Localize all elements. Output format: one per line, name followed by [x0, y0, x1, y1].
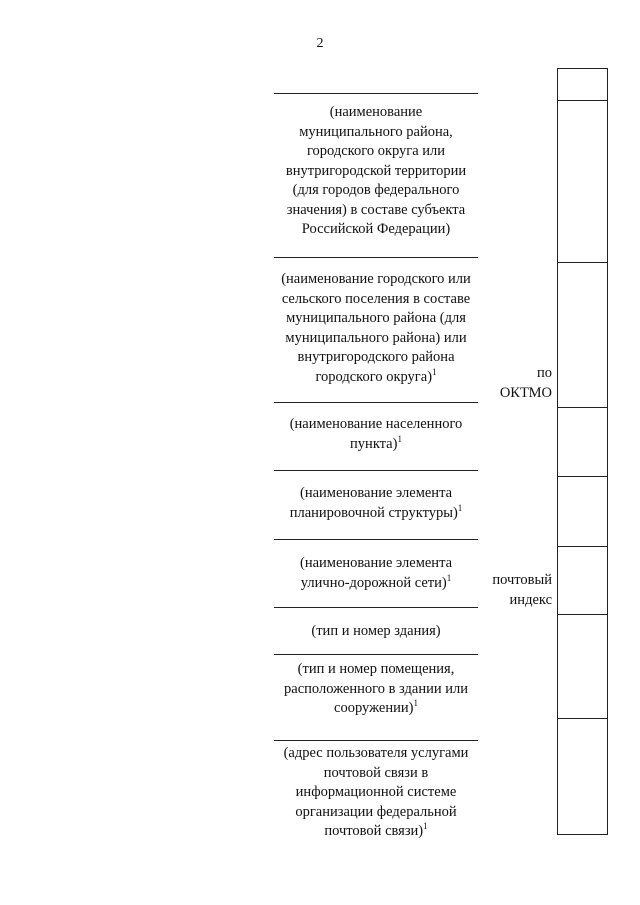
field-caption	[270, 554, 482, 593]
fill-line	[274, 740, 478, 741]
caption-line: городского округа или	[306, 143, 446, 159]
caption-line: внутригородской территории	[285, 162, 467, 179]
code-box-divider	[558, 614, 607, 615]
caption-line: (наименование городского или	[281, 271, 471, 287]
code-box-divider	[558, 718, 607, 719]
footnote-marker: 1	[423, 821, 428, 832]
caption-line: муниципального района (для	[286, 310, 466, 326]
field-caption	[270, 270, 482, 387]
caption-line: внутригородского района	[297, 349, 455, 365]
caption-line: муниципального района) или	[285, 329, 467, 346]
caption-line: городского округа)$^1$	[315, 366, 437, 385]
caption-line: (адрес пользователя услугами	[283, 745, 469, 761]
fill-line	[274, 654, 478, 655]
caption-line: планировочной структуры)$^1$	[289, 502, 463, 521]
page-number: 2	[316, 36, 324, 51]
footnote-marker: 1	[413, 698, 418, 709]
caption-line: информационной системе	[295, 784, 457, 800]
caption-line: улично-дорожной сети)$^1$	[300, 572, 452, 591]
caption-line: сооружении)$^1$	[334, 698, 418, 716]
footnote-marker: 1	[432, 366, 437, 377]
fill-line	[274, 93, 478, 94]
code-box	[557, 68, 608, 835]
postal-index-label	[492, 571, 552, 610]
caption-line: сельского поселения в составе	[281, 290, 471, 307]
caption-line: (наименование элемента	[299, 485, 453, 501]
code-box-divider	[558, 546, 607, 547]
field-caption	[270, 484, 482, 523]
code-box-divider	[558, 100, 607, 101]
fill-line	[274, 470, 478, 471]
field-caption	[270, 415, 482, 454]
caption-line: (тип и номер здания)	[311, 623, 441, 639]
code-box-divider	[558, 407, 607, 408]
postal-index-label-line: почтовый	[492, 572, 552, 588]
oktmo-label-line: ОКТМО	[499, 384, 552, 401]
caption-line: пункта)$^1$	[350, 433, 402, 452]
field-caption	[270, 622, 482, 642]
caption-line: Российской Федерации)	[301, 221, 451, 237]
footnote-marker: 1	[457, 502, 463, 513]
fill-line	[274, 257, 478, 258]
caption-line: (наименование элемента	[299, 555, 453, 571]
caption-line: муниципального района,	[299, 123, 453, 140]
footnote-marker: 1	[446, 572, 452, 583]
oktmo-label-line: по	[536, 365, 552, 381]
fill-line	[274, 539, 478, 540]
caption-line: почтовой связи в	[323, 764, 429, 781]
fill-line	[274, 402, 478, 403]
caption-line: значения) в составе субъекта	[286, 201, 466, 218]
caption-line: почтовой связи)$^1$	[324, 821, 428, 839]
field-caption	[270, 103, 482, 240]
field-caption	[270, 660, 482, 719]
caption-line: (наименование населенного	[289, 416, 463, 432]
footnote-marker: 1	[397, 433, 402, 444]
field-caption	[270, 744, 482, 842]
caption-line: организации федеральной	[295, 803, 457, 820]
postal-index-label-line: индекс	[509, 591, 552, 608]
caption-line: (тип и номер помещения,	[297, 661, 455, 677]
caption-line: (наименование	[329, 104, 423, 120]
oktmo-label	[500, 364, 552, 403]
caption-line: (для городов федерального	[292, 182, 460, 198]
fill-line	[274, 607, 478, 608]
code-box-divider	[558, 262, 607, 263]
caption-line: расположенного в здании или	[284, 680, 468, 697]
code-box-divider	[558, 476, 607, 477]
